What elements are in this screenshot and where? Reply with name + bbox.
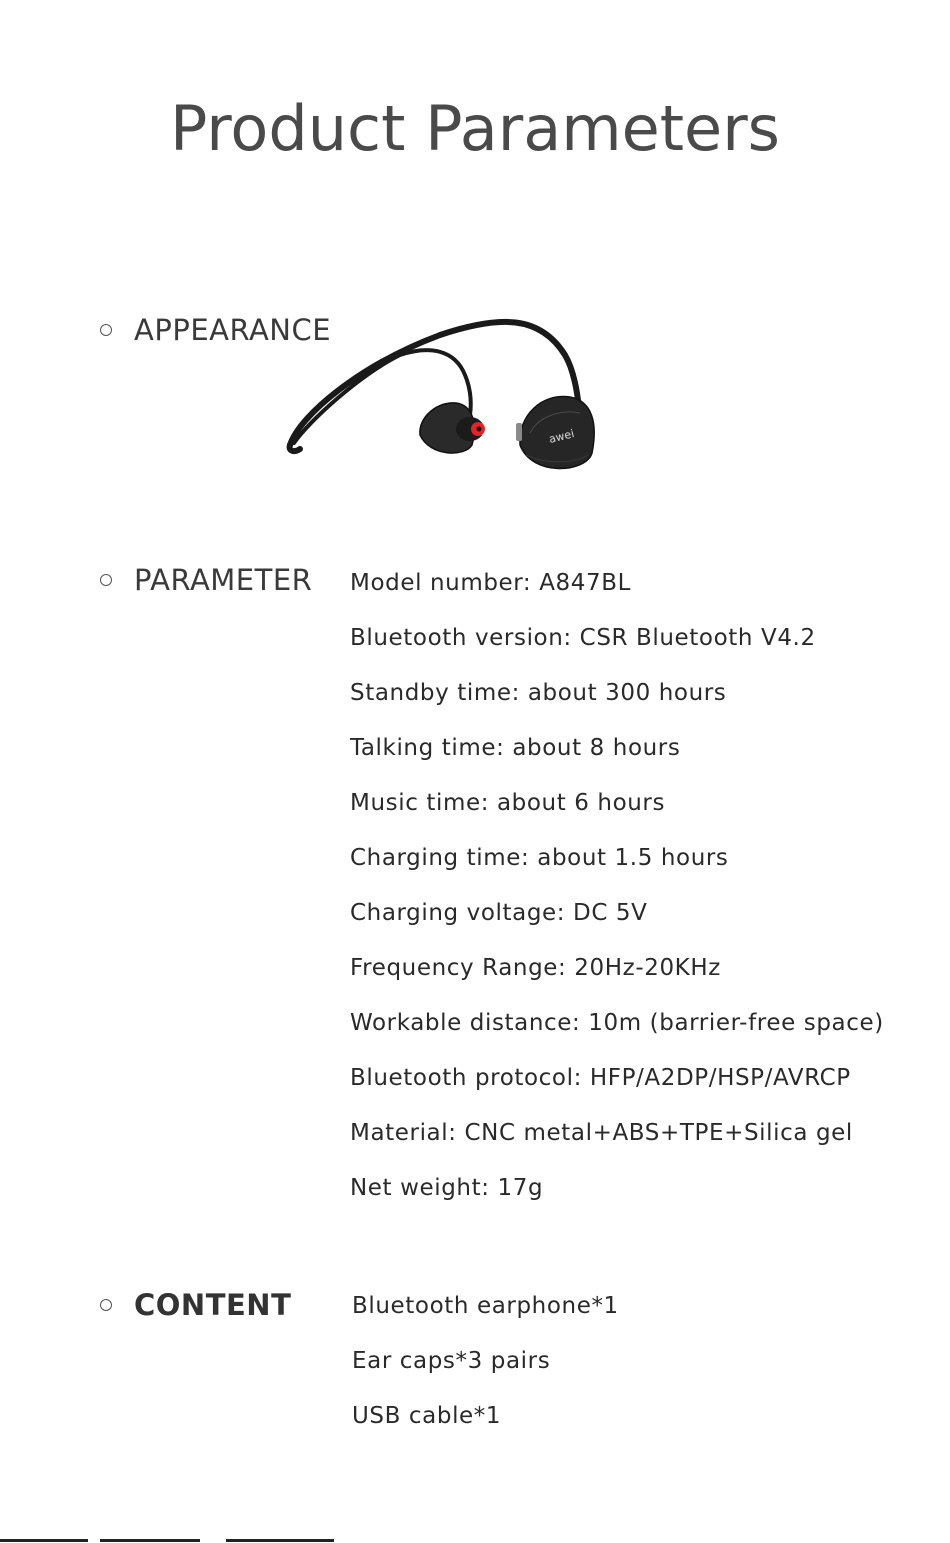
parameter-item: Net weight: 17g [350, 1175, 544, 1201]
section-content-heading [100, 1288, 291, 1322]
parameter-item: Charging voltage: DC 5V [350, 900, 648, 926]
circle-bullet-icon [100, 1299, 112, 1311]
parameter-item: Workable distance: 10m (barrier-free space) [350, 1010, 884, 1036]
content-item: USB cable*1 [352, 1403, 502, 1429]
parameter-item: Charging time: about 1.5 hours [350, 845, 729, 871]
section-label: APPEARANCE [134, 313, 332, 347]
section-label: CONTENT [134, 1288, 292, 1322]
section-label: PARAMETER [134, 563, 313, 597]
section-parameter-heading [100, 563, 312, 597]
circle-bullet-icon [100, 574, 112, 586]
parameter-item: Frequency Range: 20Hz-20KHz [350, 955, 721, 981]
divider [0, 1539, 88, 1542]
content-item: Bluetooth earphone*1 [352, 1293, 619, 1319]
parameter-item: Material: CNC metal+ABS+TPE+Silica gel [350, 1120, 853, 1146]
parameter-item: Bluetooth protocol: HFP/A2DP/HSP/AVRCP [350, 1065, 851, 1091]
parameter-item: Music time: about 6 hours [350, 790, 666, 816]
parameter-item: Bluetooth version: CSR Bluetooth V4.2 [350, 625, 816, 651]
divider [226, 1539, 334, 1542]
parameter-item: Talking time: about 8 hours [350, 735, 681, 761]
divider [100, 1539, 200, 1542]
content-item: Ear caps*3 pairs [352, 1348, 551, 1374]
parameter-list [350, 568, 884, 1228]
parameter-item: Model number: A847BL [350, 570, 632, 596]
parameter-item: Standby time: about 300 hours [350, 680, 727, 706]
brand-logo: awei [547, 427, 576, 446]
content-list [352, 1291, 619, 1456]
page-title: Product Parameters [170, 92, 780, 165]
circle-bullet-icon [100, 324, 112, 336]
earphone-product-image [280, 305, 610, 485]
